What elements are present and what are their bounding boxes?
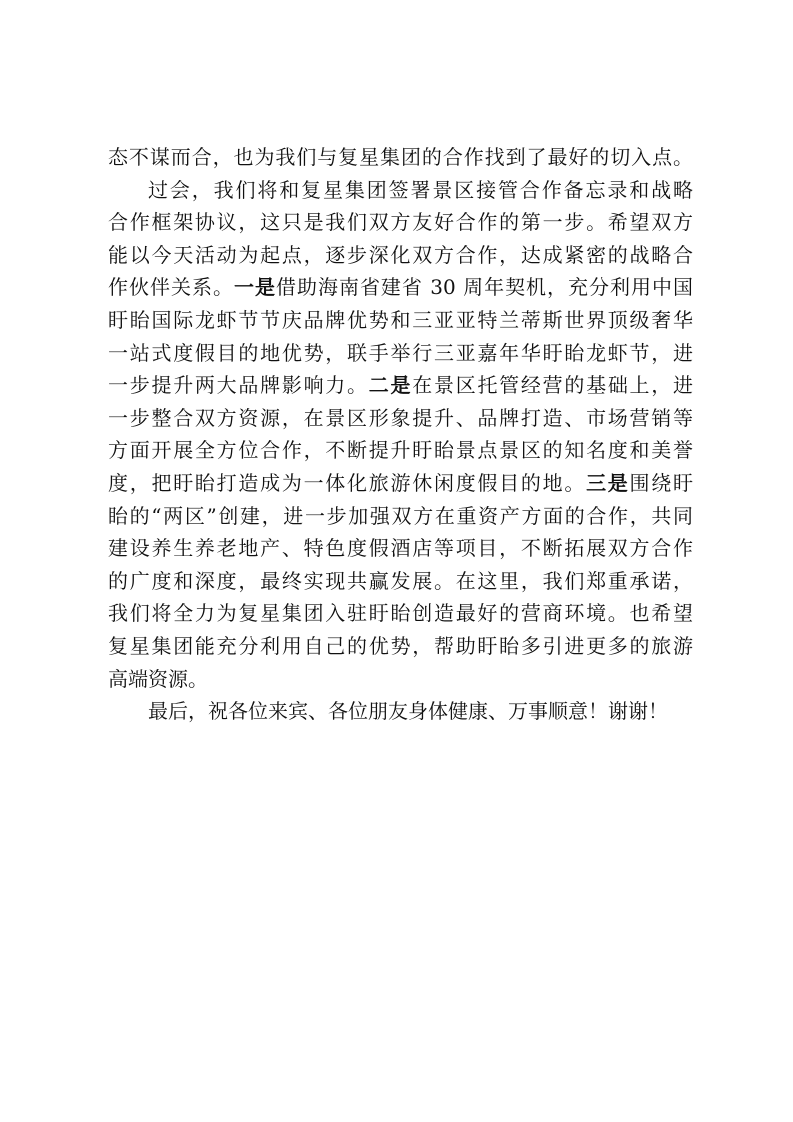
speech-text	[108, 141, 693, 728]
text-line: 建设养生养老地产、特色度假酒店等项目，不断拓展双方合作	[108, 536, 693, 561]
point-three-marker: 三是	[586, 470, 630, 495]
text-line	[108, 271, 693, 304]
text-segment: 围绕盱	[629, 470, 694, 495]
text-line: 态不谋而合，也为我们与复星集团的合作找到了最好的切入点。	[108, 145, 693, 169]
closing-line: 最后，祝各位来宾、各位朋友身体健康、万事顺意！谢谢！	[148, 699, 668, 724]
text-line: 我们将全力为复星集团入驻盱眙创造最好的营商环境。也希望	[108, 601, 693, 626]
text-line	[108, 467, 693, 500]
text-line: 能以今天活动为起点，逐步深化双方合作，达成紧密的战略合	[108, 242, 693, 267]
text-line	[108, 369, 693, 402]
point-two-marker: 二是	[368, 373, 413, 398]
text-line: 的广度和深度，最终实现共赢发展。在这里，我们郑重承诺，	[108, 568, 693, 593]
text-line: 一站式度假目的地优势，联手举行三亚嘉年华盱眙龙虾节，进	[108, 340, 693, 365]
text-line: 复星集团能充分利用自己的优势，帮助盱眙多引进更多的旅游	[108, 633, 693, 658]
text-line: 高端资源。	[108, 666, 208, 691]
text-line: 一步整合双方资源，在景区形象提升、品牌打造、市场营销等	[108, 405, 693, 430]
point-one-marker: 一是	[233, 275, 276, 300]
text-line: 方面开展全方位合作，不断提升盱眙景点景区的知名度和美誉	[108, 438, 693, 463]
text-line: 盱眙国际龙虾节节庆品牌优势和三亚亚特兰蒂斯世界顶级奢华	[108, 307, 693, 332]
text-segment: 在景区托管经营的基础上，进	[412, 373, 694, 398]
text-segment: 一步提升两大品牌影响力。	[108, 373, 369, 398]
text-segment: 借助海南省建省 30 周年契机，充分利用中国	[275, 275, 694, 300]
text-segment: 作伙伴关系。	[108, 275, 234, 300]
text-line: 合作框架协议，这只是我们双方友好合作的第一步。希望双方	[108, 210, 693, 235]
paragraph-start-line: 过会，我们将和复星集团签署景区接管合作备忘录和战略	[148, 177, 693, 202]
text-segment: 度，把盱眙打造成为一体化旅游休闲度假目的地。	[108, 470, 587, 495]
text-line: 眙的“两区”创建，进一步加强双方在重资产方面的合作，共同	[108, 503, 693, 528]
